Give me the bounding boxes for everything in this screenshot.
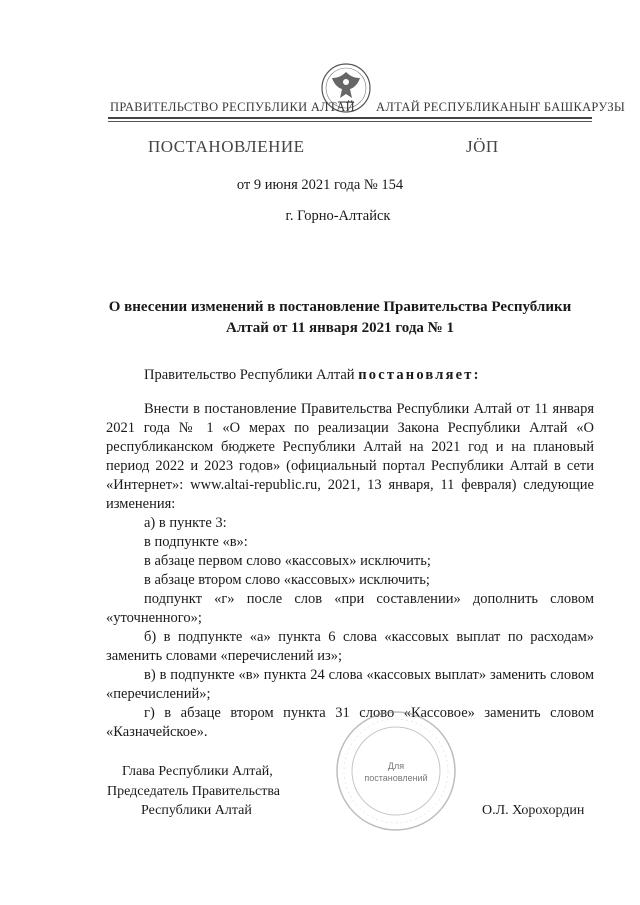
seal-text (335, 760, 457, 784)
seal-text-line: Для (387, 761, 405, 771)
signature-title-1: Глава Республики Алтай, (122, 764, 273, 779)
decree-prefix: Правительство Республики Алтай (144, 367, 355, 383)
letterhead-left: ПРАВИТЕЛЬСТВО РЕСПУБЛИКИ АЛТАЙ (110, 100, 355, 114)
body-paragraph: б) в подпункте «а» пункта 6 слова «кассовых выплат по расходам» заменить словами «перечислений из»; (106, 629, 594, 664)
letterhead-rule-thin (108, 121, 592, 122)
body-paragraph: в подпункте «в»: (144, 534, 248, 550)
decree-line (144, 367, 481, 384)
document-title: О внесении изменений в постановление Правительства Республики Алтай от 11 января 2021 года № 1 (108, 299, 572, 336)
body-paragraph: в абзаце первом слово «кассовых» исключить; (144, 553, 431, 569)
body-paragraph: а) в пункте 3: (144, 515, 227, 531)
doc-type-russian: ПОСТАНОВЛЕНИЕ (148, 137, 305, 156)
letterhead-right: АЛТАЙ РЕСПУБЛИКАНЫҤ БАШКАРУЗЫ (376, 100, 626, 114)
doc-type-altai: JӦП (466, 137, 499, 156)
body-paragraph: подпункт «г» после слов «при составлении» дополнить словом «уточненного»; (106, 591, 594, 626)
signature-title-3: Республики Алтай (141, 803, 252, 818)
signatory-name: О.Л. Хорохордин (482, 803, 585, 818)
body-paragraph: г) в абзаце втором пункта 31 слово «Кассовое» заменить словом «Казначейское». (106, 705, 594, 740)
body-paragraph: Внести в постановление Правительства Республики Алтай от 11 января 2021 года № 1 «О мерах по реализации Закона Республики Алтай «О республиканском бюджете Республики Алтай на 2021 год и на плановый период 2022 и 2023 годов» (официальный портал Республики Алтай в сети «Интернет»: www.altai-republic.ru, 2021, 13 января, 11 февраля) следующие изменения: (106, 401, 594, 512)
signature-title-2: Председатель Правительства (107, 784, 280, 799)
seal-text-line: постановлений (364, 773, 428, 783)
letterhead-rule (108, 117, 592, 119)
city-line: г. Горно-Алтайск (285, 208, 391, 224)
document-body (106, 400, 594, 742)
decree-verb: постановляет: (358, 367, 481, 383)
date-number-line: от 9 июня 2021 года № 154 (236, 177, 404, 193)
body-paragraph: в) в подпункте «в» пункта 24 слова «кассовых выплат» заменить словом «перечислений»; (106, 667, 594, 702)
body-paragraph: в абзаце втором слово «кассовых» исключить; (144, 572, 430, 588)
